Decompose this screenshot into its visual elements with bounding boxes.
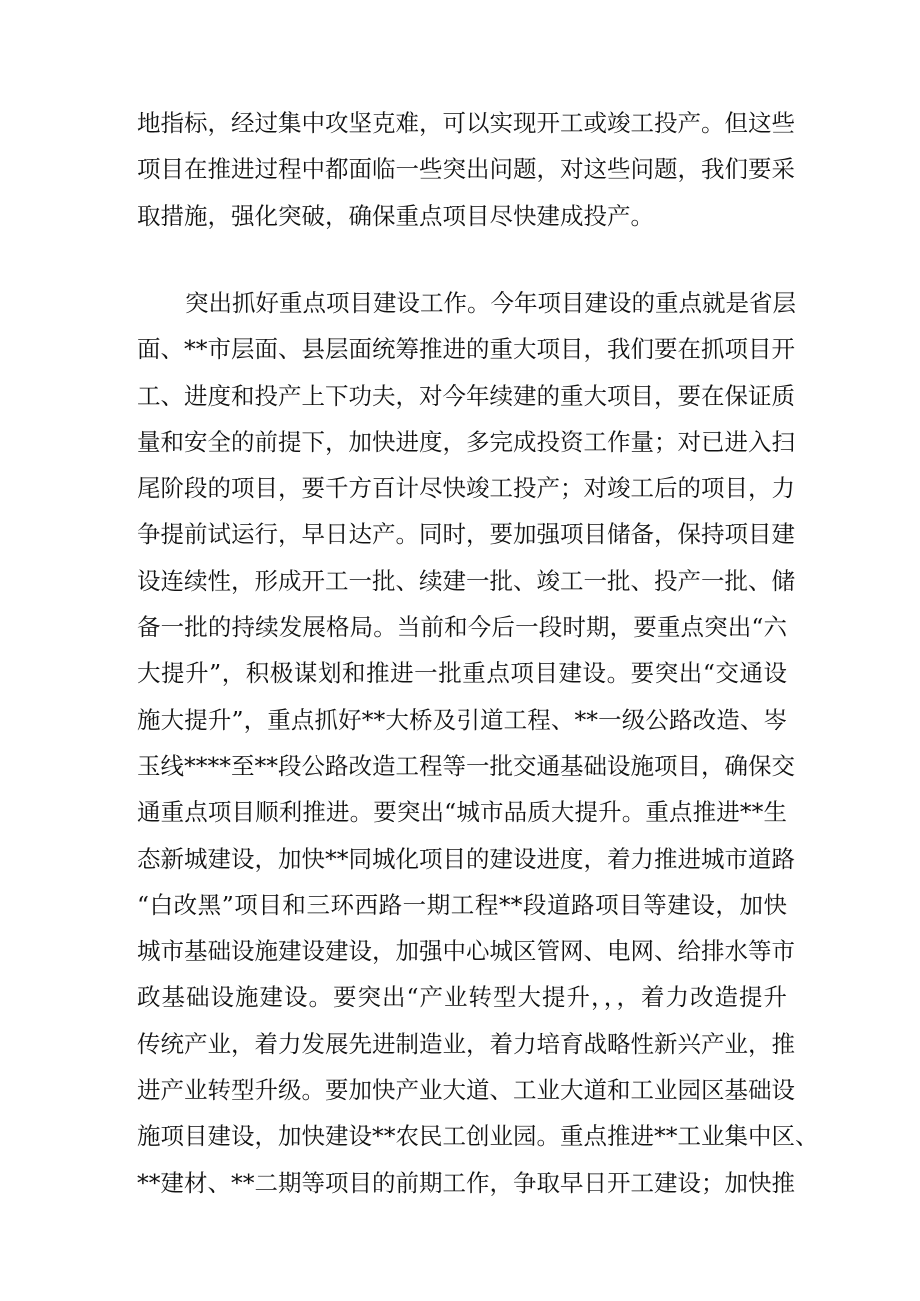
paragraph-1: [137, 100, 795, 239]
text-line: **建材、**二期等项目的前期工作，争取早日开工建设；加快推: [137, 1168, 795, 1197]
text-line: 进产业转型升级。要加快产业大道、工业大道和工业园区基础设: [137, 1076, 795, 1105]
text-line: 地指标，经过集中攻坚克难，可以实现开工或竣工投产。但这些: [137, 109, 795, 137]
text-line: 备一批的持续发展格局。当前和今后一段时期，要重点突出“六: [137, 613, 787, 642]
text-line: 取措施，强化突破，确保重点项目尽快建成投产。: [137, 201, 654, 230]
text-line: 工、进度和投产上下功夫，对今年续建的重大项目，要在保证质: [137, 381, 795, 410]
text-line: “白改黑”项目和三环西路一期工程**段道路项目等建设，加快: [137, 890, 787, 919]
text-line: 传统产业，着力发展先进制造业，着力培育战略性新兴产业，推: [137, 1029, 795, 1058]
text-line: 设连续性，形成开工一批、续建一批、竣工一批、投产一批、储: [137, 566, 795, 595]
text-line: 量和安全的前提下，加快进度，多完成投资工作量；对已进入扫: [137, 427, 795, 456]
text-line: 突出抓好重点项目建设工作。今年项目建设的重点就是省层: [185, 289, 796, 317]
text-line: 施项目建设，加快建设**农民工创业园。重点推进**工业集中区、: [137, 1122, 819, 1151]
text-line: 通重点项目顺利推进。要突出“城市品质大提升。重点推进**生: [137, 798, 787, 827]
text-line: 项目在推进过程中都面临一些突出问题，对这些问题，我们要采: [137, 155, 795, 184]
text-line: 面、**市层面、县层面统筹推进的重大项目，我们要在抓项目开: [137, 335, 795, 364]
text-line: 态新城建设，加快**同城化项目的建设进度，着力推进城市道路: [137, 844, 795, 873]
text-line: 尾阶段的项目，要千方百计尽快竣工投产；对竣工后的项目，力: [137, 474, 795, 503]
paragraph-2: [137, 280, 819, 1206]
text-line: 政基础设施建设。要突出“产业转型大提升，，，着力改造提升: [137, 983, 787, 1012]
text-line: 施大提升”，重点抓好**大桥及引道工程、**一级公路改造、岑: [137, 705, 787, 734]
text-line: 玉线****至**段公路改造工程等一批交通基础设施项目，确保交: [137, 751, 795, 780]
text-line: 争提前试运行，早日达产。同时，要加强项目储备，保持项目建: [137, 520, 795, 549]
text-line: 大提升”，积极谋划和推进一批重点项目建设。要突出“交通设: [137, 659, 787, 688]
text-line: 城市基础设施建设建设，加强中心城区管网、电网、给排水等市: [137, 937, 795, 966]
